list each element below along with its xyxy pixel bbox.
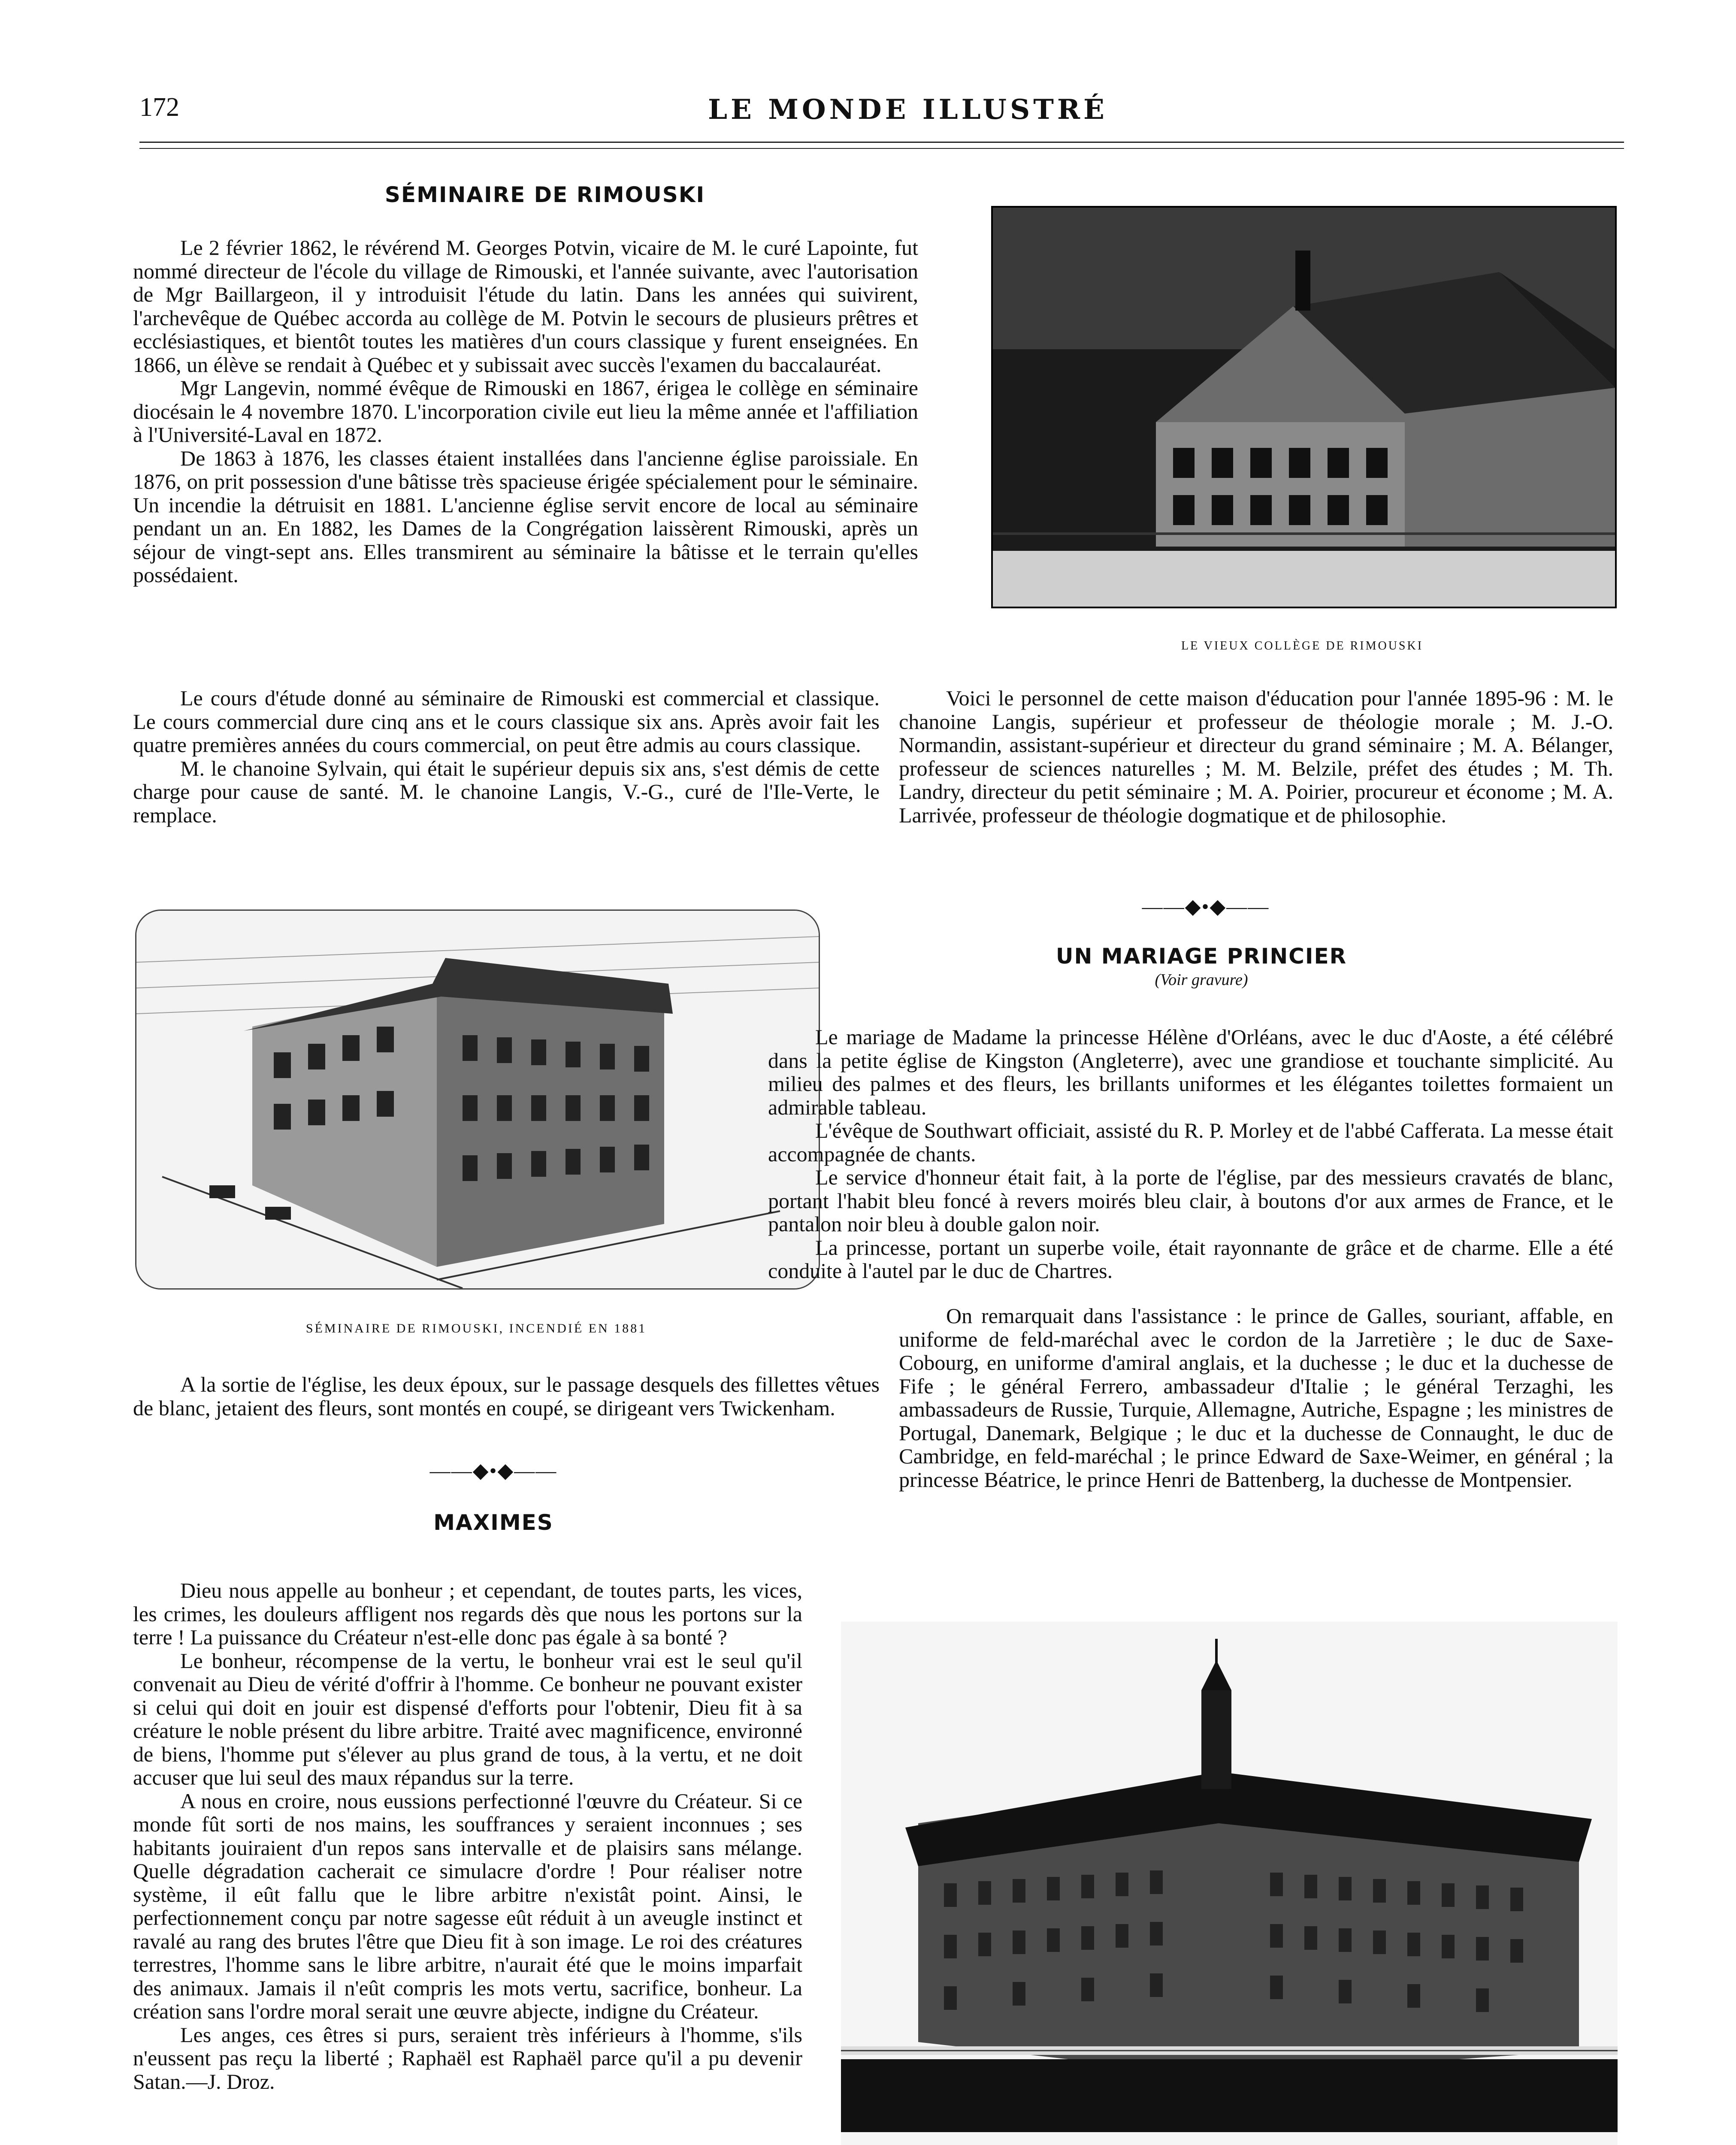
header-rule xyxy=(139,142,1624,143)
caption-incendie: SÉMINAIRE DE RIMOUSKI, INCENDIÉ EN 1881 xyxy=(305,1321,647,1335)
section-title-maximes: MAXIMES xyxy=(433,1510,553,1535)
paragraph: M. le chanoine Sylvain, qui était le supérieur depuis six ans, s'est démis de cette charge pour cause de santé. M. le chanoine Langis, V.-G., curé de l'Ile-Verte, le remplace. xyxy=(133,756,880,827)
paragraph: On remarquait dans l'assistance : le prince de Galles, souriant, affable, en uniforme de feld-maréchal avec le cordon de la Jarretière ; le duc de Saxe-Cobourg, en uniforme d'amiral anglais, et la duchesse ; le duc et la duchesse de Fife ; le général Ferrero, ambassadeur d'Italie ; le général Terzaghi, les ambassadeurs de Russie, Turquie, Allemagne, Autriche, Espagne ; les ministres de Portugal, Danemark, Belgique ; le duc et la duchesse de Connaught, le duc de Cambridge, en feld-maréchal ; le prince Edward de Saxe-Weimer, en général ; la princesse Béatrice, le prince Henri de Battenberg, la duchesse de Montpensier. xyxy=(899,1304,1613,1492)
ornament-divider: ——◆•◆—— xyxy=(1142,895,1270,918)
journal-title: LE MONDE ILLUSTRÉ xyxy=(708,94,1108,126)
seminaire-article xyxy=(133,236,918,587)
engraving-seminaire-incendie xyxy=(135,909,820,1290)
seminaire-article-cont xyxy=(133,686,880,827)
paragraph: Le bonheur, récompense de la vertu, le bonheur vrai est le seul qu'il convenait au Dieu de vérité d'offrir à l'homme. Ce bonheur ne pouvant exister si celui qui doit en jouir est dispensé d'efforts pour l'obtenir, Dieu fit à sa créature le noble présent du libre arbitre. Traité avec magnificence, environné de biens, l'homme put s'élever au plus grand de tous, à la vertu, et ne doit accuser que lui seul des maux répandus sur la terre. xyxy=(133,1648,802,1789)
photo-vieux-college xyxy=(991,206,1617,608)
paragraph: L'évêque de Southwart officiait, assisté du R. P. Morley et de l'abbé Cafferata. La messe était accompagnée de chants. xyxy=(768,1118,1613,1166)
mariage-article xyxy=(768,1025,1613,1283)
mariage-sortie: A la sortie de l'église, les deux époux, sur le passage desquels des fillettes vêtues de blanc, jetaient des fleurs, sont montés en coupé, se dirigeant vers Twickenham. xyxy=(133,1372,880,1420)
paragraph: La princesse, portant un superbe voile, était rayonnante de grâce et de charme. Elle a été conduite à l'autel par le duc de Chartres. xyxy=(768,1235,1613,1283)
paragraph: Dieu nous appelle au bonheur ; et cependant, de toutes parts, les vices, les crimes, les douleurs affligent nos regards dès que nous les portons sur la terre ! La puissance du Créateur n'est-elle donc pas égale à sa bonté ? xyxy=(133,1578,802,1649)
paragraph: De 1863 à 1876, les classes étaient installées dans l'ancienne église paroissiale. En 1876, on prit possession d'une bâtisse très spacieuse érigée spécialement pour le séminaire. Un incendie la détruisit en 1881. L'ancienne église servit encore de local au séminaire pendant un an. En 1882, les Dames de la Congrégation laissèrent Rimouski, après un séjour de vingt-sept ans. Elles transmirent au séminaire la bâtisse et le terrain qu'elles possédaient. xyxy=(133,446,918,587)
paragraph: A nous en croire, nous eussions perfectionné l'œuvre du Créateur. Si ce monde fût sorti de nos mains, les souffrances y seraient inconnues ; ses habitants jouiraient d'un repos sans intervalle et de plaisirs sans mélange. Quelle dégradation cacherait ce simulacre d'ordre ! Pour réaliser notre système, il eût fallu que le libre arbitre n'existât point. Ainsi, le perfectionnement conçu par notre sagesse eût réduit à un aveugle instinct et ravalé au rang des brutes l'être que Dieu fit à son image. Le roi des créatures terrestres, l'homme sans le libre arbitre, n'aurait été que le moins imparfait des animaux. Jamais il n'eût compris les mots vertu, sacrifice, bonheur. La création sans l'ordre moral serait une œuvre abjecte, indigne du Créateur. xyxy=(133,1789,802,2023)
caption-vieux-college: LE VIEUX COLLÈGE DE RIMOUSKI xyxy=(1181,639,1424,653)
section-title-mariage: UN MARIAGE PRINCIER (Voir gravure) xyxy=(987,944,1416,989)
mariage-article-cont xyxy=(899,1304,1613,1491)
page-number: 172 xyxy=(139,93,179,122)
paragraph: Le 2 février 1862, le révérend M. Georges Potvin, vicaire de M. le curé Lapointe, fut nommé directeur de l'école du village de Rimouski, et l'année suivante, avec l'autorisation de Mgr Baillargeon, il y introduisit l'étude du latin. Dans les années qui suivirent, l'archevêque de Québec accorda au collège de M. Potvin le secours de plusieurs prêtres et ecclésiastiques, et bientôt toutes les matières d'un cours classique y furent enseignées. En 1866, un élève se rendait à Québec et y subissait avec succès l'examen du baccalauréat. xyxy=(133,236,918,377)
section-title-seminaire: SÉMINAIRE DE RIMOUSKI xyxy=(384,182,705,207)
paragraph: Le service d'honneur était fait, à la porte de l'église, par des messieurs cravatés de blanc, portant l'habit bleu foncé à revers moirés bleu clair, à boutons d'or aux armes de France, et le pantalon noir bleu à double galon noir. xyxy=(768,1165,1613,1236)
paragraph: Mgr Langevin, nommé évêque de Rimouski en 1867, érigea le collège en séminaire diocésain le 4 novembre 1870. L'incorporation civile eut lieu la même année et l'affiliation à l'Université-Laval en 1872. xyxy=(133,376,918,447)
photo-seminaire-actuel xyxy=(841,1622,1618,2145)
maximes-article xyxy=(133,1579,802,2093)
ornament-divider-2: ——◆•◆—— xyxy=(429,1459,557,1482)
mariage-subtitle: (Voir gravure) xyxy=(1155,971,1248,989)
header-rule-thin xyxy=(139,148,1624,149)
paragraph: Le mariage de Madame la princesse Hélène d'Orléans, avec le duc d'Aoste, a été célébré dans la petite église de Kingston (Angleterre), avec une grandiose et touchante simplicité. Au milieu des palmes et des fleurs, les brillants uniformes et les élégantes toilettes formaient un admirable tableau. xyxy=(768,1025,1613,1119)
personnel-paragraph: Voici le personnel de cette maison d'éducation pour l'année 1895-96 : M. le chanoine Langis, supérieur et professeur de théologie morale ; M. J.-O. Normandin, assistant-supérieur et directeur du grand séminaire ; M. A. Bélanger, professeur de sciences naturelles ; M. M. Belzile, préfet des études ; M. Th. Landry, directeur du petit séminaire ; M. A. Poirier, procureur et économe ; M. A. Larrivée, professeur de théologie dogmatique et de philosophie. xyxy=(899,686,1613,827)
paragraph: Le cours d'étude donné au séminaire de Rimouski est commercial et classique. Le cours commercial dure cinq ans et le cours classique six ans. Après avoir fait les quatre premières années du cours commercial, on peut être admis au cours classique. xyxy=(133,686,880,757)
paragraph: Les anges, ces êtres si purs, seraient très inférieurs à l'homme, s'ils n'eussent pas reçu la liberté ; Raphaël est Raphaël parce qu'il a pu devenir Satan.—J. Droz. xyxy=(133,2022,802,2094)
